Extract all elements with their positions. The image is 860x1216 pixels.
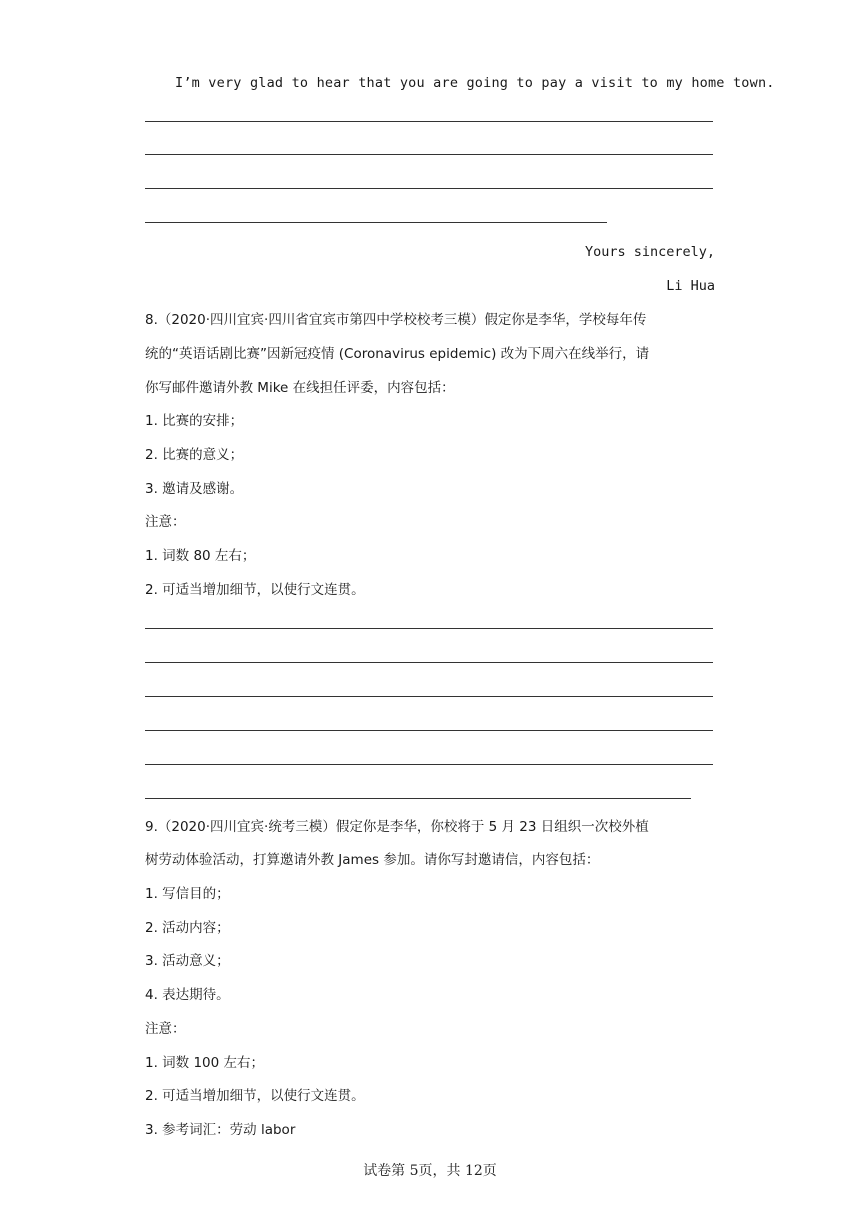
q8-note-label: 注意： xyxy=(145,514,186,530)
q8-item: 3. 邀请及感谢。 xyxy=(145,481,244,497)
q8-prompt-line3: 你写邮件邀请外教 Mike 在线担任评委，内容包括： xyxy=(145,380,455,396)
writing-line xyxy=(145,628,713,629)
q9-note: 2. 可适当增加细节，以使行文连贯。 xyxy=(145,1088,365,1104)
page-footer: 试卷第 5页，共 12页 xyxy=(363,1163,497,1179)
writing-line xyxy=(145,188,713,189)
q9-prompt-line2: 树劳动体验活动，打算邀请外教 James 参加。请你写封邀请信，内容包括： xyxy=(145,852,600,868)
writing-line xyxy=(145,730,713,731)
q8-note: 2. 可适当增加细节，以使行文连贯。 xyxy=(145,582,365,598)
writing-line xyxy=(145,696,713,697)
q9-prompt-line1: 9.（2020·四川宜宾·统考三模）假定你是李华，你校将于 5 月 23 日组织一次校外植 xyxy=(145,819,649,835)
writing-line xyxy=(145,662,713,663)
writing-line xyxy=(145,154,713,155)
writing-line xyxy=(145,121,713,122)
letter-closing: Yours sincerely, xyxy=(584,244,715,260)
writing-line xyxy=(145,764,713,765)
q9-item: 4. 表达期待。 xyxy=(145,987,230,1003)
letter-signature: Li Hua xyxy=(666,278,715,294)
q8-item: 1. 比赛的安排； xyxy=(145,413,244,429)
writing-line xyxy=(145,798,691,799)
letter-intro: I’m very glad to hear that you are going to pay a visit to my home town. xyxy=(175,75,775,91)
q9-note: 1. 词数 100 左右； xyxy=(145,1055,265,1071)
q8-item: 2. 比赛的意义； xyxy=(145,447,244,463)
q8-prompt-line1: 8.（2020·四川宜宾·四川省宜宾市第四中学校校考三模）假定你是李华，学校每年传 xyxy=(145,312,647,328)
q9-note-label: 注意： xyxy=(145,1021,186,1037)
q9-item: 1. 写信目的； xyxy=(145,886,230,902)
q9-item: 2. 活动内容； xyxy=(145,920,230,936)
q8-prompt-line2: 统的“英语话剧比赛”因新冠疫情 (Coronavirus epidemic) 改为下周六在线举行，请 xyxy=(145,346,650,362)
q9-item: 3. 活动意义； xyxy=(145,953,230,969)
q9-note: 3. 参考词汇：劳动 labor xyxy=(145,1122,296,1138)
q8-note: 1. 词数 80 左右； xyxy=(145,548,256,564)
writing-line xyxy=(145,222,607,223)
